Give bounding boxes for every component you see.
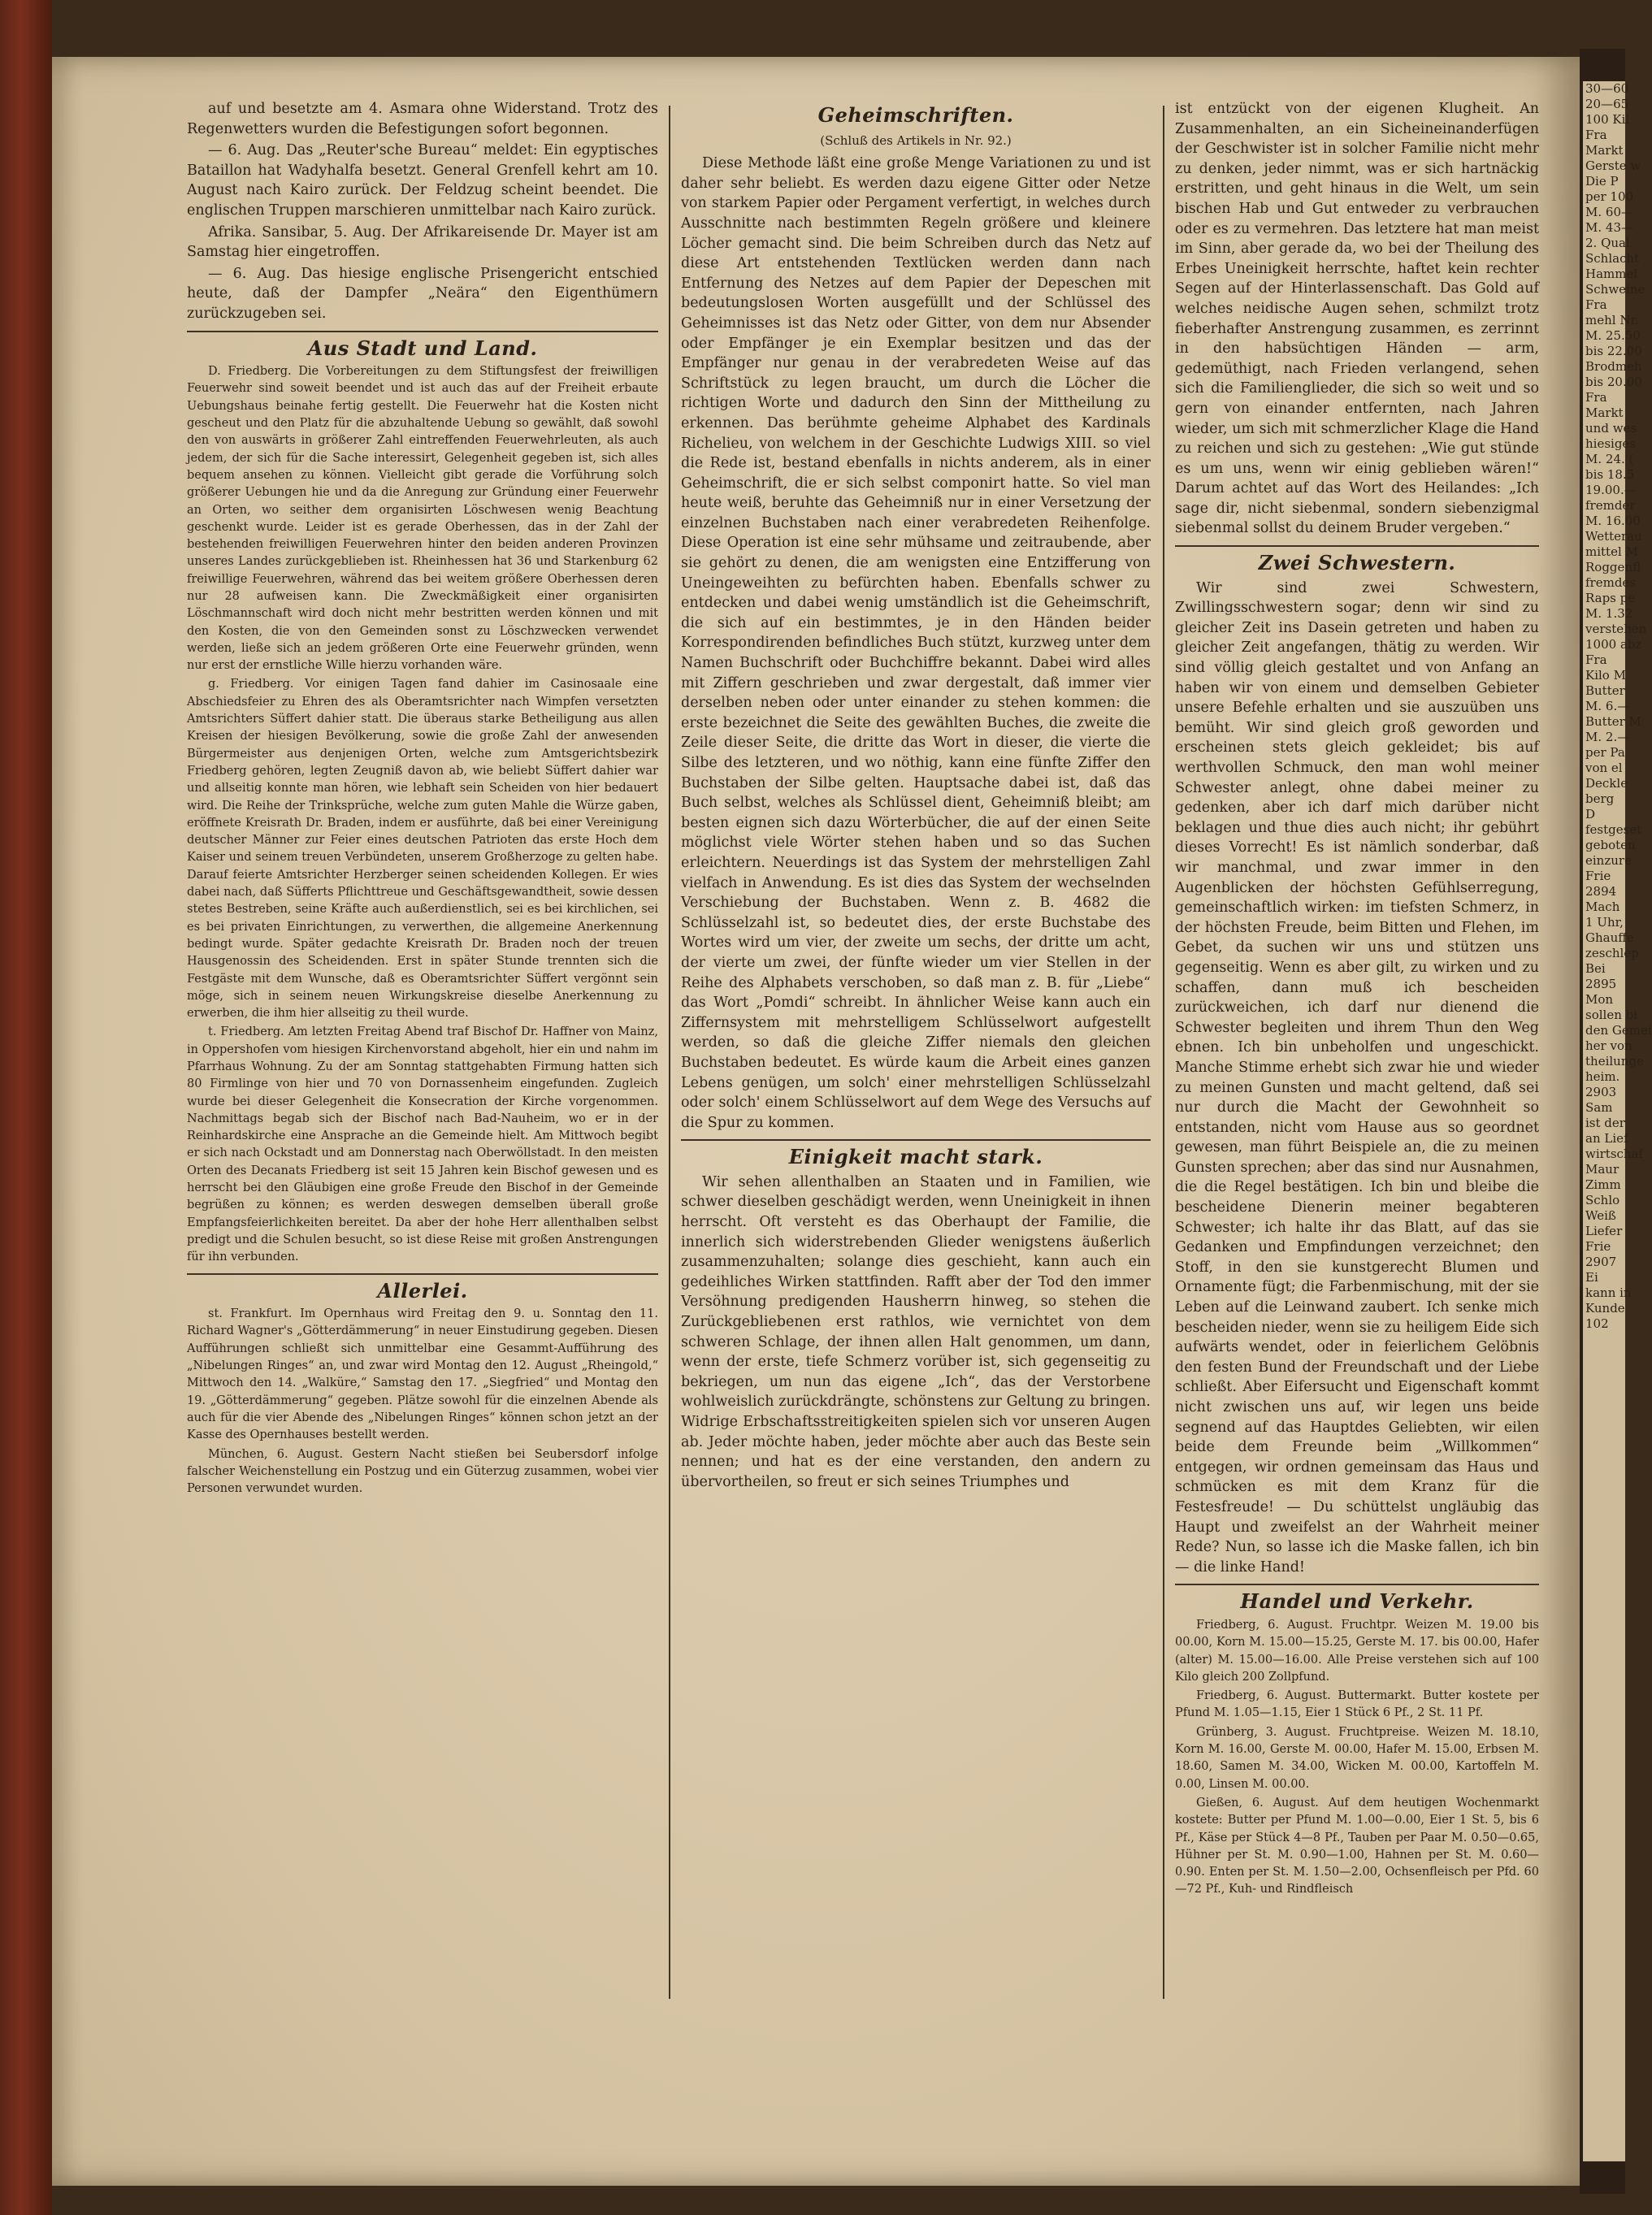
fragment-line: geboten xyxy=(1585,838,1636,852)
article-paragraph: — 6. Aug. Das „Reuter'sche Bureau“ meldet: Ein egyptisches Bataillon hat Wadyhalfa besetzt. General Grenfell kehrt am 10. August nach Kairo zurück. Der Feldzug scheint beendet. Die englischen Truppen marschieren unmittelbar nach Kairo zurück. xyxy=(187,142,658,219)
fragment-line: Weiß xyxy=(1585,1208,1616,1223)
section-divider xyxy=(1175,1584,1539,1585)
fragment-line: Markt xyxy=(1585,405,1624,420)
article-paragraph: Wir sind zwei Schwestern, Zwillingsschwestern sogar; denn wir sind zu gleicher Zeit ins Dasein getreten und haben zu gleicher Zeit angefangen, thätig zu werden. Wir sind völlig gleich gestaltet und von Anfang an haben wir von einem und demselben Gebieter unsere Befehle erhalten und sie auszuüben uns bemüht. Wir sind gleich groß geworden und erscheinen stets gleich gekleidet; bis auf werthvollen Schmuck, den man wohl meiner Schwester anlegt, ohne dabei meiner zu gedenken, aber ich darf mich darüber nicht beklagen und thue dies auch nicht; ihr gebührt dieses Vorrecht! Es ist nämlich sonderbar, daß wir manchmal, und zwar immer in den Augenblicken der höchsten Gefühlserregung, gemeinschaftlich wirken: im tiefsten Schmerz, in der höchsten Freude, beim Bitten und Flehen, im Gebet, da suchen wir uns und stützen uns gegenseitig. Wenn es aber gilt, zu wirken und zu schaffen, dann muß ich bescheiden zurückweichen, ich darf nur dienend die Schwester begleiten und ihrem Thun den Weg ebnen. Ich bin unbeholfen und ungeschickt. Manche Stimme erhebt sich zwar hie und wieder zu meinen Gunsten und macht geltend, daß sei nur durch die Macht der Gewohnheit so entstanden, nicht vom Hause aus so geordnet gewesen, man führt Beispiele an, die zu meinen Gunsten sprechen; aber das sind nur Ausnahmen, die die Regel bestätigen. Ich bin und bleibe die bescheidene Dienerin meiner begabteren Schwester; ich halte ihr das Blatt, auf das sie Gedanken und Empfindungen verzeichnet; den Stoff, in den sie kunstgerecht Blumen und Ornamente fügt; die Farbenmischung, mit der sie Leben auf die Leinwand zaubert. Ich senke mich bescheiden nieder, wenn sie zu heiligem Eide sich aufwärts wendet, oder in feierlichem Gelöbnis den festen Bund der Freundschaft und der Liebe schließt. Aber Eifersucht und Eigenschaft kommt nicht zwischen uns auf, wir legen uns beide segnend auf das Hauptdes Geliebten, wir eilen beide dem Freunde beim „Willkommen“ entgegen, wir ordnen gemeinsam das Haus und schmücken es mit dem Kranz für die Festesfreude! — Du schüttelst ungläubig das Haupt und zweifelst an der Wahrheit meiner Rede? Nun, so lasse ich die Maske fallen, ich bin — die linke Hand! xyxy=(1175,579,1539,1576)
fragment-line: Maur xyxy=(1585,1162,1619,1177)
fragment-line: Markt xyxy=(1585,143,1624,158)
fragment-line: Deckle xyxy=(1585,776,1628,791)
fragment-line: fremdes xyxy=(1585,575,1636,590)
fragment-line: 30—60 xyxy=(1585,81,1629,96)
fragment-line: Fra xyxy=(1585,652,1607,667)
fragment-line: Fra xyxy=(1585,390,1607,405)
fragment-line: Mach xyxy=(1585,899,1620,914)
fragment-line: 2903 xyxy=(1585,1085,1617,1099)
fragment-line: Frie xyxy=(1585,1239,1611,1254)
fragment-line: bis 20.00 xyxy=(1585,375,1642,389)
fragment-line: bis 22.00 xyxy=(1585,344,1642,358)
fragment-line: Ghauffe xyxy=(1585,930,1634,945)
fragment-line: Fra xyxy=(1585,128,1607,142)
fragment-line: Kilo M xyxy=(1585,668,1626,683)
fragment-line: M. 25.50 xyxy=(1585,328,1641,343)
fragment-line: hiesiges xyxy=(1585,436,1637,451)
market-report: Friedberg, 6. August. Fruchtpr. Weizen M. 19.00 bis 00.00, Korn M. 15.00—15.25, Gerste M. 17. bis 00.00, Hafer (alter) M. 15.00—16.00. Alle Preise verstehen sich auf 100 Kilo gleich 200 Zollpfund. xyxy=(1175,1618,1539,1684)
article-paragraph: Afrika. Sansibar, 5. Aug. Der Afrikareisende Dr. Mayer ist am Samstag hier eingetroffen. xyxy=(187,223,658,261)
fragment-line: Wetterau xyxy=(1585,529,1642,544)
fragment-line: Gerste w xyxy=(1585,158,1641,173)
fragment-line: 2. Qual xyxy=(1585,236,1630,250)
fragment-line: Butter xyxy=(1585,683,1625,698)
section-heading: Handel und Verkehr. xyxy=(1240,1589,1474,1614)
article-paragraph: München, 6. August. Gestern Nacht stießen bei Seubersdorf infolge falscher Weichenstellung ein Postzug und ein Güterzug zusammen, wobei vier Personen verwundet wurden. xyxy=(187,1447,658,1496)
fragment-line: Butter M xyxy=(1585,714,1641,729)
fragment-line: per Pa xyxy=(1585,745,1625,760)
fragment-line: Ei xyxy=(1585,1270,1598,1285)
fragment-line: und wes xyxy=(1585,421,1637,436)
article-heading: Geheimschriften. xyxy=(817,103,1014,127)
fragment-line: wirtschaf xyxy=(1585,1147,1644,1161)
section-divider xyxy=(187,1273,658,1275)
fragment-line: 2895 xyxy=(1585,977,1617,991)
fragment-line: kann in xyxy=(1585,1285,1632,1300)
fragment-line: Schlacht xyxy=(1585,251,1640,266)
fragment-line: mittel M xyxy=(1585,544,1638,559)
fragment-line: zeschlep xyxy=(1585,946,1639,960)
fragment-line: berg xyxy=(1585,791,1615,806)
fragment-line: M. 1.32 xyxy=(1585,606,1633,621)
fragment-line: M. 43— xyxy=(1585,220,1633,235)
fragment-line: von el xyxy=(1585,761,1623,775)
article-paragraph: auf und besetzte am 4. Asmara ohne Widerstand. Trotz des Regenwetters wurden die Befestigungen sofort begonnen. xyxy=(187,101,658,137)
column-right xyxy=(1175,99,1539,2155)
fragment-line: per 100 xyxy=(1585,189,1634,204)
article-heading: Einigkeit macht stark. xyxy=(788,1145,1043,1169)
fragment-line: 2894 xyxy=(1585,884,1617,899)
fragment-line: Schweine xyxy=(1585,282,1645,297)
fragment-line: 100 Kil xyxy=(1585,112,1630,127)
market-report: Friedberg, 6. August. Buttermarkt. Butter kostete per Pfund M. 1.05—1.15, Eier 1 Stück 6 Pf., 2 St. 11 Pf. xyxy=(1175,1689,1539,1720)
fragment-line: Kunde xyxy=(1585,1301,1625,1316)
fragment-line: einzure xyxy=(1585,853,1632,868)
fragment-line: an Lief xyxy=(1585,1131,1628,1146)
fragment-line: ist der xyxy=(1585,1116,1625,1130)
market-report: Grünberg, 3. August. Fruchtpreise. Weizen M. 18.10, Korn M. 16.00, Gerste M. 00.00, Hafer M. 15.00, Erbsen M. 18.60, Samen M. 34.00, Wicken M. 00.00, Kartoffeln M. 0.00, Linsen M. 00.00. xyxy=(1175,1725,1539,1791)
fragment-line: Roggenfl xyxy=(1585,560,1641,574)
article-paragraph: ist entzückt von der eigenen Klugheit. An Zusammenhalten, an ein Sicheineinanderfügen der Geschwister ist in solcher Familie nicht mehr zu denken, jeder nimmt, was er sich hartnäckig erstritten, und geht hinaus in die Welt, um sein bischen Hab und Gut entweder zu verbrauchen oder es zu vermehren. Das letztere hat man meist im Sinn, aber gerade da, wo bei der Theilung des Erbes Uneinigkeit herrschte, haftet kein rechter Segen auf der Hinterlassenschaft. Das Gold auf welches neidische Augen sehen, schmilzt trotz fieberhafter Anstrengung zusammen, es zerrinnt in den habsüchtigen Händen — arm, gedemüthigt, nach Frieden verlangend, sehen sich die Familienglieder, die sich so weit und so gern von einander entfernten, nach Jahren wieder, um sich mit schmerzlicher Klage die Hand zu reichen und sich zu gestehen: „Wie gut stünde es um uns, wenn wir einig geblieben wären!“ Darum achtet auf das Wort des Heilandes: „Ich sage dir, nicht siebenmal, sondern siebenzigmal siebenmal sollst du deinem Bruder vergeben.“ xyxy=(1175,101,1539,537)
fragment-line: Schlo xyxy=(1585,1193,1620,1207)
book-spine xyxy=(0,0,52,2215)
column-rule xyxy=(669,106,670,1999)
fragment-line: 20—65 xyxy=(1585,97,1629,111)
fragment-line: Sam xyxy=(1585,1100,1613,1115)
article-paragraph: — 6. Aug. Das hiesige englische Prisengericht entschied heute, daß der Dampfer „Neära“ den Eigenthümern zurückzugeben sei. xyxy=(187,265,658,322)
article-paragraph: D. Friedberg. Die Vorbereitungen zu dem Stiftungsfest der freiwilligen Feuerwehr sind soweit beendet und ist auch das auf der Freiheit erbaute Uebungshaus beinahe fertig gestellt. Die Feuerwehr hat die Kosten nicht gescheut und den Platz für die abzuhaltende Uebung so gewählt, daß sowohl den von auswärts in größerer Zahl eintreffenden Feuerwehrleuten, als auch jedem, der sich für die Sache interessirt, Gelegenheit gegeben ist, sich alles bequem ansehen zu können. Vielleicht gibt gerade die Vorführung solch größerer Uebungen hie und da die Anregung zur Gründung einer Feuerwehr an Orten, wo seither dem organisirten Löschwesen wenig Beachtung geschenkt wurde. Leider ist es gerade Oberhessen, das in der Zahl der bestehenden freiwilligen Feuerwehren hinter den beiden anderen Provinzen unseres Landes zurückgeblieben ist. Rheinhessen hat 36 und Starkenburg 62 freiwillige Feuerwehren, während das bei weitem größere Oberhessen deren nur 28 aufweisen kann. Die Zweckmäßigkeit einer organisirten Löschmannschaft wird doch nicht mehr bestritten werden können und mit den Kosten, die von den Gemeinden sonst zu Löschzwecken verwendet werden, ließe sich an jedem größeren Orte eine Feuerwehr gründen, wenn nur erst der ernstliche Wille hierzu vorhanden wäre. xyxy=(187,365,658,673)
article-subheading: (Schluß des Artikels in Nr. 92.) xyxy=(820,132,1012,148)
article-paragraph: Diese Methode läßt eine große Menge Variationen zu und ist daher sehr beliebt. Es werden dazu eigene Gitter oder Netze von starkem Papier oder Pergament verfertigt, in welches durch Ausschnitte nach bestimmten Regeln größere und kleinere Löcher gemacht sind. Die beim Schreiben durch das Netz auf diese Art entstehenden Textlücken werden dann nach Entfernung des Netzes auf dem Papier der Depeschen mit bedeutungslosen Worten ausgefüllt und der Schlüssel des Geheimnisses ist das Netz oder Gitter, von dem nur Absender oder Empfänger je ein Exemplar besitzen und das der Empfänger nur genau in der verabredeten Weise auf das Schriftstück zu legen braucht, um durch die Löcher die richtigen Worte und dadurch den Sinn der Mittheilung zu erkennen. Das berühmte geheime Alphabet des Kardinals Richelieu, von welchem in der Geschichte Ludwigs XIII. so viel die Rede ist, bestand ebenfalls in nichts anderem, als in einer Geheimschrift, die er sich selbst componirt hatte. So viel man heute weiß, beruhte das Geheimniß nur in einer Versetzung der einzelnen Buchstaben nach einer verabredeten Reihenfolge. Diese Operation ist eine sehr mühsame und zeitraubende, aber sie gehört zu denen, die am wenigsten eine Entzifferung von Uneingeweihten zu befürchten haben. Ebenfalls schwer zu entdecken und dabei wenig umständlich ist die Geheimschrift, die sich auf ein bestimmtes, je in den Händen beider Korrespondirenden befindliches Buch stützt, kurzweg unter dem Namen Buchschrift oder Buchchiffre bekannt. Dabei wird alles mit Ziffern geschrieben und zwar dergestalt, daß immer vier derselben neben oder unter einander zu stehen kommen: die erste bezeichnet die Seite des gewählten Buches, die zweite die Zeile dieser Seite, die dritte das Wort in dieser, die vierte die Silbe des letzteren, und wo nöthig, kann eine fünfte Ziffer den Buchstaben der Silbe gelten. Hauptsache dabei ist, daß das Buch selbst, welches als Schlüssel dient, Geheimniß bleibt; am besten eignen sich dazu Wörterbücher, die auf der einen Seite möglichst viele Wörter stehen haben und so das Suchen erleichtern. Neuerdings ist das System der mehrstelligen Zahl vielfach in Anwendung. Es ist dies das System der wechselnden Verschiebung der Buchstaben. Wenn z. B. 4682 die Schlüsselzahl ist, so bedeutet dies, der erste Buchstabe des Wortes wird um vier, der zweite um sechs, der dritte um acht, der vierte um zwei, der fünfte wieder um vier Stellen in der Reihe des Alphabets verschoben, so daß man z. B. für „Liebe“ das Wort „Pomdi“ schreibt. In ähnlicher Weise kann auch ein Ziffernsystem mit mehrstelligem Schlüsselwort aufgestellt werden, so daß die gleiche Ziffer niemals den gleichen Buchstaben bedeutet. Es würde kaum die Arbeit eines ganzen Lebens genügen, um solch' einer mehrstelligen Schlüsselzahl oder solch' einem Schlüsselwort auf dem Wege des Versuchs auf die Spur zu kommen. xyxy=(681,155,1151,1131)
fragment-line: sollen bi xyxy=(1585,1008,1638,1022)
fragment-line: Fra xyxy=(1585,297,1607,312)
fragment-line: M. 24. ( xyxy=(1585,452,1634,466)
adjacent-page-fragment xyxy=(1583,81,1652,2161)
article-paragraph: t. Friedberg. Am letzten Freitag Abend traf Bischof Dr. Haffner von Mainz, in Oppershofen vom hiesigen Kirchenvorstand abgeholt, hier ein und nahm im Pfarrhaus Wohnung. Zu der am Sonntag stattgehabten Firmung hatten sich 80 Firmlinge von hier und 70 von Dornassenheim eingefunden. Zugleich wurde bei dieser Gelegenheit die Konsecration der Kirche vorgenommen. Nachmittags begab sich der Bischof nach Bad-Nauheim, wo er in der Reinhardskirche eine Ansprache an die Gemeinde hielt. Am Mittwoch begibt er sich nach Ockstadt und am Donnerstag nach Oberwöllstadt. In den meisten Orten des Decanats Friedberg ist seit 15 Jahren kein Bischof gewesen und es herrscht bei den Gläubigen eine große Freude den Bischof in der Gemeinde begrüßen zu können; es werden deswegen demselben überall große Empfangsfeierlichkeiten bereitet. Da aber der hohe Herr allenthalben selbst predigt und die Schulen besucht, so ist diese Reise mit großen Anstrengungen für ihn verbunden. xyxy=(187,1025,658,1264)
fragment-line: 102 xyxy=(1585,1316,1609,1331)
fragment-line: her von xyxy=(1585,1038,1632,1053)
fragment-line: Liefer xyxy=(1585,1224,1623,1238)
section-divider xyxy=(1175,545,1539,547)
section-heading: Allerlei. xyxy=(377,1278,468,1303)
article-paragraph: g. Friedberg. Vor einigen Tagen fand dahier im Casinosaale eine Abschiedsfeier zu Ehren des als Oberamtsrichter nach Wimpfen versetzten Amtsrichters Süffert dahier statt. Die überaus starke Betheiligung aus allen Kreisen der hiesigen Bevölkerung, sowie die große Zahl der anwesenden Bürgermeister aus denjenigen Orten, welche zum Amtsgerichtsbezirk Friedberg gehören, legten Zeugniß davon ab, wie beliebt Süffert dahier war und allseitig konnte man hören, wie lebhaft sein Scheiden von hier bedauert wird. Die Reihe der Trinksprüche, welche zum guten Mahle die Würze gaben, eröffnete Kreisrath Dr. Braden, indem er ausführte, daß bei einer Vereinigung deutscher Männer zur Feier eines deutschen Patrioten das erste Hoch dem Kaiser und seinem treuen Verbündeten, unserem Großherzoge zu gelten habe. Darauf feierte Amtsrichter Herzberger seinen scheidenden Kollegen. Er wies dabei nach, daß Süfferts Pflichttreue und Geschäftsgewandtheit, sowie dessen stetes Bestreben, seine Kräfte auch außerdienstlich, sei es bei kirchlichen, sei es bei privaten Einrichtungen, zu verwerthen, die allgemeine Anerkennung bedingt wurde. Später gedachte Kreisrath Dr. Braden noch der treuen Hausgenossin des Scheidenden. Erst in später Stunde trennten sich die Festgäste mit dem Wunsche, daß es Oberamtsrichter Süffert vergönnt sein möge, sich in seinem neuen Wirkungskreise dieselbe Anerkennung zu erwerben, die ihm hier allseitig zu theil wurde. xyxy=(187,678,658,1021)
fragment-line: 1000 abz xyxy=(1585,637,1642,652)
section-divider xyxy=(187,331,658,332)
column-middle xyxy=(681,99,1151,2155)
fragment-line: D xyxy=(1585,807,1596,821)
column-left xyxy=(187,99,658,2155)
section-divider xyxy=(681,1139,1151,1141)
column-rule xyxy=(1163,106,1164,1999)
fragment-line: fremder xyxy=(1585,498,1636,513)
fragment-line: M. 60— xyxy=(1585,205,1633,219)
fragment-line: Mon xyxy=(1585,992,1614,1007)
fragment-line: den Gemei xyxy=(1585,1023,1652,1038)
fragment-line: Hammel xyxy=(1585,267,1638,281)
fragment-line: 1 Uhr, xyxy=(1585,915,1624,930)
fragment-line: M. 16.00 xyxy=(1585,514,1641,528)
article-paragraph: st. Frankfurt. Im Opernhaus wird Freitag den 9. u. Sonntag den 11. Richard Wagner's „Götterdämmerung“ in neuer Einstudirung gegeben. Diesen Aufführungen schließt sich unmittelbar eine Gesammt-Aufführung des „Nibelungen Ringes“ an, und zwar wird Montag den 12. August „Rheingold,“ Mittwoch den 14. „Walküre,“ Samstag den 17. „Siegfried“ und Montag den 19. „Götterdämmerung“ gegeben. Plätze sowohl für die einzelnen Abende als auch für die vier Abende des „Nibelungen Ringes“ können schon jetzt an der Kasse des Opernhauses bestellt werden. xyxy=(187,1307,658,1442)
fragment-line: M. 2.— xyxy=(1585,730,1630,744)
market-report: Gießen, 6. August. Auf dem heutigen Wochenmarkt kostete: Butter per Pfund M. 1.00—0.00, Eier 1 St. 5, bis 6 Pf., Käse per Stück 4—8 Pf., Tauben per Paar M. 0.50—0.65, Hühner per St. M. 0.90—1.00, Hahnen per St. M. 0.60—0.90. Enten per St. M. 1.50—2.00, Ochsenfleisch per Pfd. 60—72 Pf., Kuh- und Rindfleisch xyxy=(1175,1796,1539,1896)
fragment-line: 2907 xyxy=(1585,1255,1617,1269)
fragment-line: Frie xyxy=(1585,869,1611,883)
fragment-line: M. 6.— xyxy=(1585,699,1630,713)
fragment-line: bis 18.5 xyxy=(1585,467,1635,482)
fragment-line: Zimm xyxy=(1585,1177,1621,1192)
fragment-line: Brodmeh xyxy=(1585,359,1642,374)
article-heading: Zwei Schwestern. xyxy=(1258,551,1456,575)
fragment-line: 19.00.— xyxy=(1585,483,1637,497)
fragment-line: verstehen xyxy=(1585,622,1647,636)
fragment-line: mehl Nr. xyxy=(1585,313,1639,327)
article-paragraph: Wir sehen allenthalben an Staaten und in Familien, wie schwer dieselben geschädigt werden, wenn Uneinigkeit in ihnen herrscht. Oft versteht es das Oberhaupt der Familie, die innerlich sich widerstrebenden Glieder wenigstens äußerlich zusammenzuhalten; solange dies geschieht, kann auch ein gedeihliches Wirken stattfinden. Rafft aber der Tod den immer Versöhnung predigenden Hausherrn hinweg, so stehen die Zurückgebliebenen erst rathlos, wie vernichtet von dem schweren Schlage, der ihnen allen Halt genommen, um dann, wenn der erste, tiefe Schmerz vorüber ist, sich gegenseitig zu bekriegen, um nun das eigene „Ich“, das der Verstorbene wohlweislich zurückdrängte, schönstens zur Geltung zu bringen. Widrige Erbschaftsstreitigkeiten spielen sich vor unseren Augen ab. Jeder möchte haben, jeder möchte aber auch das Beste sein nennen; und hat es der eine verstanden, den andern zu übervortheilen, so freut er sich seines Triumphes und xyxy=(681,1173,1151,1490)
fragment-line: Bei xyxy=(1585,961,1606,976)
section-heading: Aus Stadt und Land. xyxy=(307,336,538,360)
fragment-line: Die P xyxy=(1585,174,1619,189)
fragment-line: Raps pe xyxy=(1585,591,1636,605)
fragment-line: heim. xyxy=(1585,1069,1620,1084)
fragment-line: festgeset xyxy=(1585,822,1642,837)
fragment-line: theilunge xyxy=(1585,1054,1644,1068)
